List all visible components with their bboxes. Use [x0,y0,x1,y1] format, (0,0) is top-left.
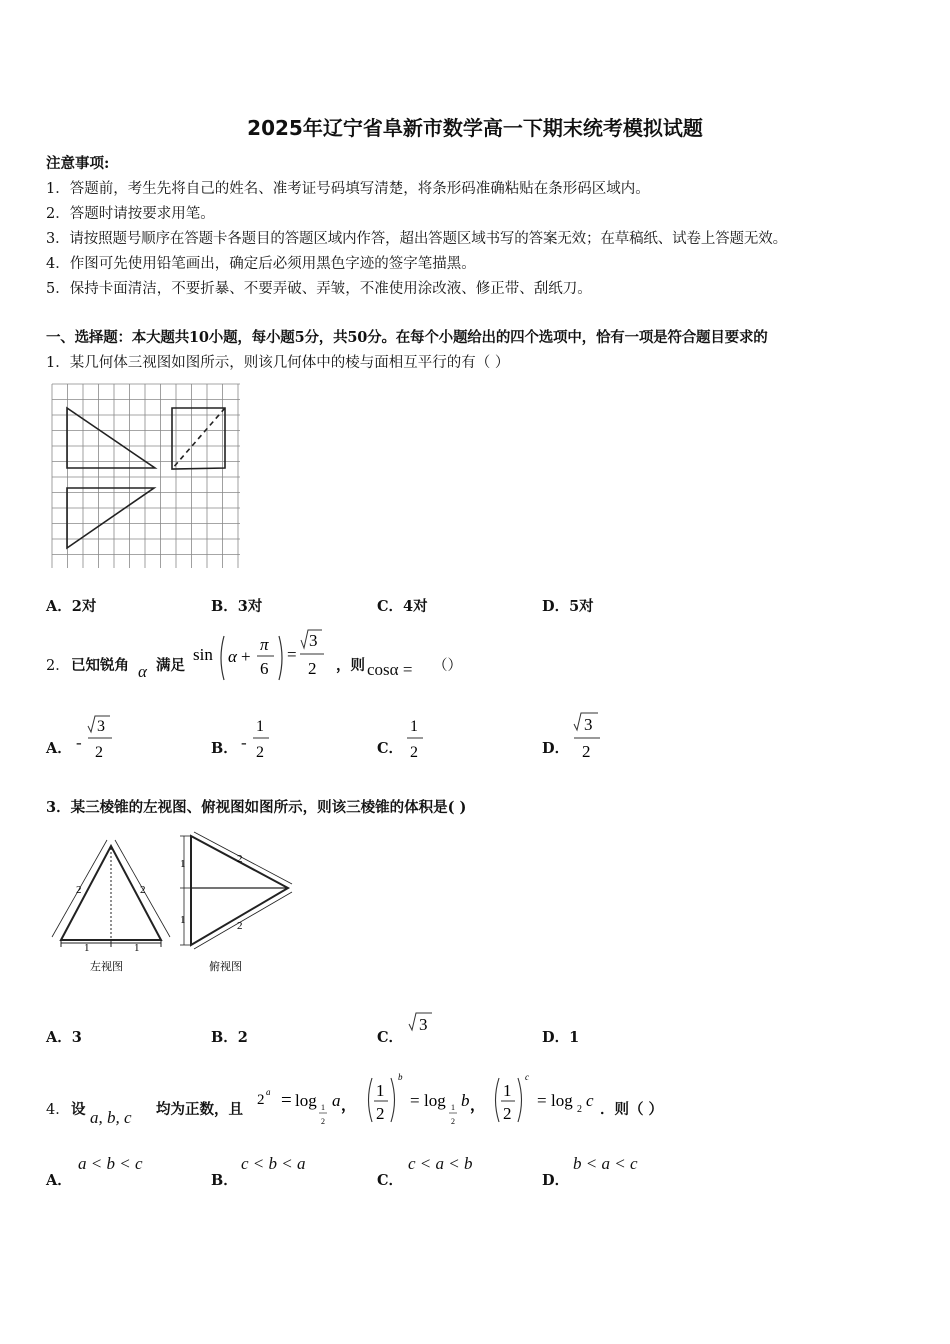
q3-option-c-label: C． [377,1029,404,1046]
question-4-number: 4． [46,1102,70,1118]
svg-text:1: 1 [256,718,264,735]
svg-text:1: 1 [503,1081,512,1100]
svg-text:c: c [525,1072,529,1082]
q1-option-c-label: C． [377,598,404,615]
q4-option-c-label: C． [377,1172,404,1189]
svg-text:1: 1 [134,942,140,954]
svg-text:log: log [551,1091,573,1110]
section-heading: 一、选择题：本大题共10小题，每小题5分，共50分。在每个小题给出的四个选项中，恰有一项是符合题目要求的 [46,329,768,346]
q2-option-b-fraction [251,712,271,762]
q4-option-a-text: a < b < c [78,1154,143,1173]
q3-option-b-text: 2 [237,1029,248,1046]
q3-option-d-text: 1 [569,1029,580,1046]
question-1-stem: 1．某几何体三视图如图所示，则该几何体中的棱与面相互平行的有（ ） [46,355,510,371]
q2-option-b-label: B． [211,740,238,757]
six-denominator: 6 [260,659,269,678]
q2-option-c-label: C． [377,740,404,757]
svg-text:b: b [398,1072,403,1082]
q4-option-d-text: b < a < c [573,1154,638,1173]
svg-text:=: = [281,1090,292,1111]
svg-text:3: 3 [584,715,593,734]
pyramid-views-figure [44,830,304,980]
svg-text:2: 2 [140,884,146,896]
svg-text:2: 2 [582,742,591,761]
q2-option-d-fraction [572,708,602,762]
q4-option-b-label: B． [211,1172,238,1189]
svg-text:log: log [424,1091,446,1110]
q1-option-d-label: D． [542,598,570,615]
question-2-text-1: 已知锐角 [71,657,129,674]
svg-text:2: 2 [256,744,264,761]
svg-text:3: 3 [419,1015,428,1034]
q2-option-a-label: A． [46,740,72,757]
svg-text:2: 2 [376,1104,385,1123]
svg-text:，: ， [470,1098,486,1114]
q4-option-b-text: c < b < a [241,1154,306,1173]
q3-option-a-label: A． [46,1029,72,1046]
svg-text:2: 2 [503,1104,512,1123]
question-2-text-3: ，则 [336,657,365,674]
q2-option-c-fraction [405,712,425,762]
svg-text:1: 1 [321,1103,325,1112]
svg-text:1: 1 [180,914,186,926]
svg-text:1: 1 [84,942,90,954]
svg-text:a: a [266,1087,271,1097]
svg-text:2: 2 [257,1092,265,1108]
svg-text:1: 1 [410,718,418,735]
notice-item: 3．请按照题号顺序在答题卡各题目的答题区域内作答，超出答题区域书写的答案无效；在草稿纸、试卷上答题无效。 [46,231,787,247]
svg-text:2: 2 [237,920,243,932]
equals-sign: = [287,645,297,664]
svg-text:2: 2 [451,1117,455,1126]
pi-symbol: π [260,635,269,654]
sqrt3-radicand: 3 [309,631,318,650]
svg-text:=: = [537,1091,547,1110]
q1-option-d-text: 5对 [569,598,594,615]
left-view-caption: 左视图 [90,961,123,973]
question-4-text-3: ．则（ ） [600,1101,664,1118]
alpha-in-sin: α [228,647,237,666]
question-2-number: 2． [46,658,70,674]
svg-text:2: 2 [237,853,243,865]
svg-text:2: 2 [321,1117,325,1126]
svg-text:a: a [332,1091,341,1110]
q1-option-a-label: A． [46,598,72,615]
page-title: 2025年辽宁省阜新市数学高一下期末统考模拟试题 [247,116,703,140]
top-view-caption: 俯视图 [209,961,242,973]
q3-option-a-text: 3 [71,1029,82,1046]
question-4-variables: a, b, c [90,1108,132,1127]
grid-lines [52,384,240,568]
svg-text:=: = [410,1091,420,1110]
svg-text:2: 2 [95,744,103,761]
sin-equation [190,624,335,684]
right-paren [279,636,282,680]
q2-option-a-sign: - [76,733,82,752]
svg-text:1: 1 [451,1103,455,1112]
three-view-grid-figure [50,382,244,572]
svg-text:b: b [461,1091,470,1110]
top-edge-dim [194,832,292,884]
svg-text:1: 1 [376,1081,385,1100]
q2-option-b-sign: - [241,733,247,752]
q2-option-d-label: D． [542,740,570,757]
q1-option-a-text: 2对 [71,598,97,615]
q1-option-b-text: 3对 [237,598,263,615]
q3-option-c-sqrt3 [407,1010,435,1036]
svg-text:3: 3 [97,718,105,735]
q2-option-a-fraction [86,712,114,762]
q1-option-c-text: 4对 [403,598,428,615]
notice-item: 1．答题前，考生先将自己的姓名、准考证号码填写清楚，将条形码准确粘贴在条形码区域内。 [46,181,650,197]
notice-item: 5．保持卡面清洁，不要折暴、不要弄破、弄皱，不准使用涂改液、修正带、刮纸刀。 [46,281,592,297]
svg-text:2: 2 [410,744,418,761]
bottom-edge-dim [194,892,292,949]
question-2-paren: （） [433,658,462,674]
svg-text:，: ， [341,1098,357,1114]
alpha-symbol: α [138,662,147,681]
q4-option-c-text: c < a < b [408,1154,473,1173]
svg-text:c: c [586,1091,594,1110]
question-4-text-1: 设 [71,1101,86,1118]
two-denominator: 2 [308,659,317,678]
question-3-stem: 3．某三棱锥的左视图、俯视图如图所示，则该三棱锥的体积是( ) [46,799,467,816]
q3-option-b-label: B． [211,1029,238,1046]
notice-heading: 注意事项: [46,155,110,172]
hidden-edge-dashed [172,408,225,469]
notice-item: 4．作图可先使用铅笔画出，确定后必须用黑色字迹的签字笔描黑。 [46,256,476,272]
question-4-text-2: 均为正数，且 [156,1101,243,1118]
q1-option-b-label: B． [211,598,238,615]
q3-option-d-label: D． [542,1029,570,1046]
q4-option-a-label: A． [46,1172,72,1189]
sin-label: sin [193,645,213,664]
front-view-triangle [67,408,155,468]
svg-text:1: 1 [180,858,186,870]
svg-text:2: 2 [76,884,82,896]
svg-text:log: log [295,1091,317,1110]
plus-sign: + [241,647,251,666]
question-2-text-2: 满足 [156,657,185,674]
svg-text:2: 2 [577,1104,582,1115]
notice-item: 2．答题时请按要求用笔。 [46,206,215,222]
q4-option-d-label: D． [542,1172,570,1189]
cos-alpha: cosα = [367,660,413,679]
left-paren [221,636,224,680]
